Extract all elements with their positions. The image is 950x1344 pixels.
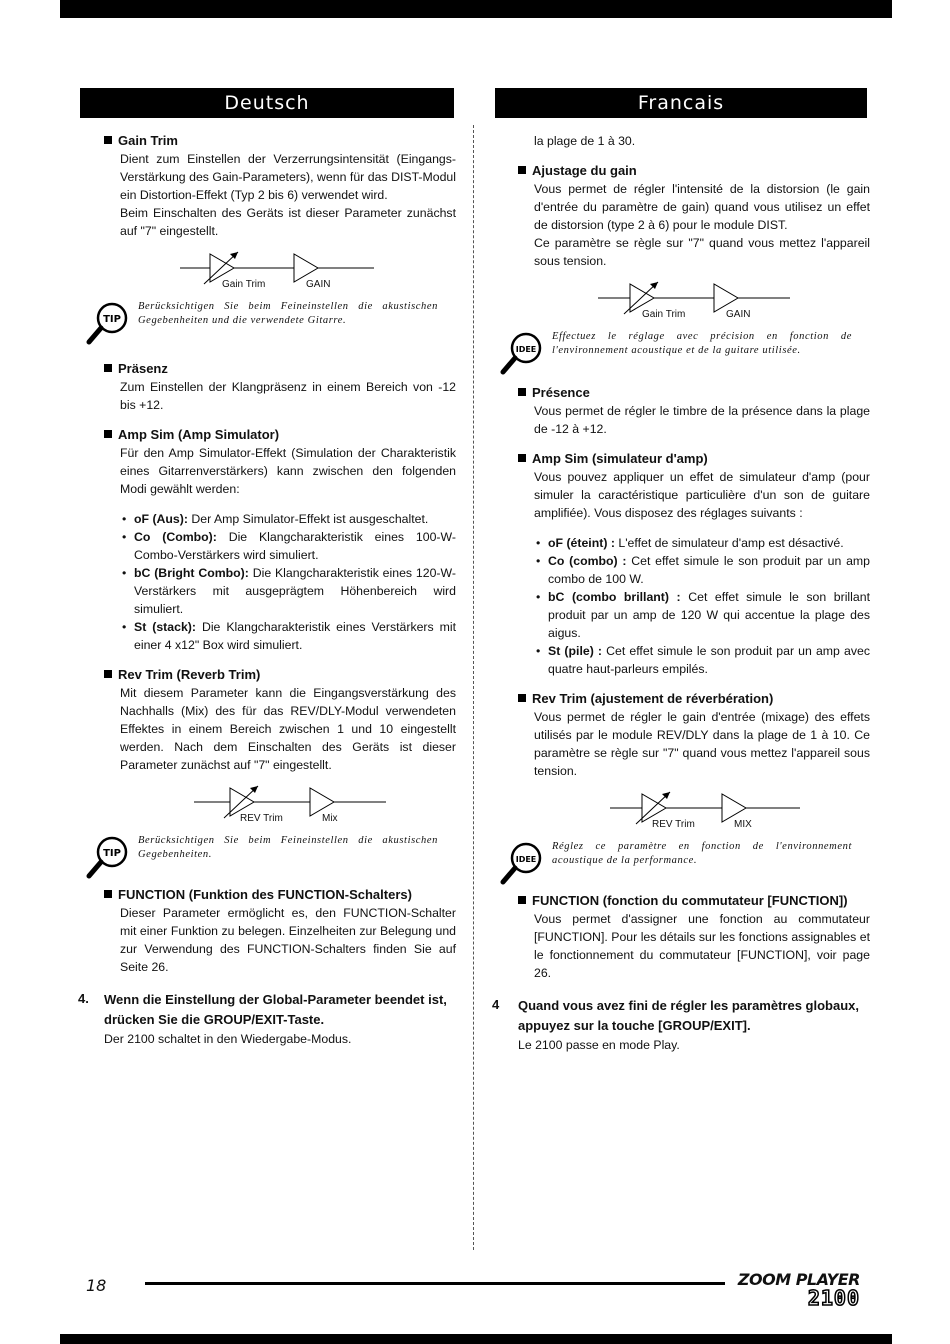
magnifier-tip-icon: [84, 300, 130, 346]
idee-box: [498, 330, 870, 372]
gain-trim-diagram: [104, 248, 456, 292]
section-body-amp-sim: Für den Amp Simulator-Effekt (Simulation der Charakteristik eines Gitarrenverstärkers) kann zwischen den folgenden Modi gewählt werden:: [120, 446, 456, 496]
step-title: Quand vous avez fini de régler les paramètres globaux, appuyez sur la touche [GROUP/EXIT].: [518, 998, 860, 1033]
list-item: • bC (Bright Combo): Die Klangcharakteristik eines 120-W-Verstärkers mit ausgeprägtem Höhenbereich wird simuliert.: [120, 564, 456, 618]
section-body-gain: Vous permet de régler l'intensité de la distorsion (le gain d'entrée du paramètre de gain) quand vous utilisez un effet de distorsion (type 2 à 6) pour le module DIST. Ce paramètre se règle sur "7" quand vous mettez l'appareil sous tension.: [534, 182, 870, 268]
amp-sim-modes-list: [104, 510, 456, 654]
section-title-presence: Présence: [518, 384, 870, 402]
rev-trim-diagram: [104, 782, 456, 826]
idee-text: Effectuez le réglage avec précision en fonction de l'environnement acoustique et de la guitare utilisée.: [552, 331, 852, 356]
column-francais: [492, 132, 871, 1054]
section-title-function: FUNCTION (fonction du commutateur [FUNCTION]): [518, 892, 870, 910]
section-title-gain-trim: Gain Trim: [104, 132, 456, 150]
section-body-gain-trim: Dient zum Einstellen der Verzerrungsintensität (Eingangs-Verstärkung des Gain-Parameters), wenn für das DIST-Modul ein Distortion-Effekt (Typ 2 bis 6) verwendet wird. Beim Einschalten des Geräts ist dieser Parameter zunächst auf "7" eingestellt.: [120, 152, 456, 238]
section-title-gain: Ajustage du gain: [518, 162, 870, 180]
list-item: • bC (combo brillant) : Cet effet simule le son brillant produit par un amp de 120 W qui accentue la plage des aigus.: [534, 588, 870, 642]
step-4: [78, 990, 456, 1048]
list-item: • St (pile) : Cet effet simule le son produit par un amp avec quatre haut-parleurs empilés.: [534, 642, 870, 678]
list-item: • Co (Combo): Die Klangcharakteristik eines 100-W-Combo-Verstärkers wird simuliert.: [120, 528, 456, 564]
rev-trim-diagram: [518, 788, 870, 832]
header-francais: Francais: [495, 88, 867, 118]
section-body-function: Dieser Parameter ermöglicht es, den FUNCTION-Schalter mit einer Funktion zu belegen. Einzelheiten zur Belegung und zur Verwendung des FUNCTION-Schalters finden Sie auf Seite 26.: [120, 906, 456, 974]
svg-text:TIP: TIP: [103, 848, 121, 859]
section-body-function: Vous permet d'assigner une fonction au commutateur [FUNCTION]. Pour les détails sur les fonctions assignables et le fonctionnement du commutateur [FUNCTION], voir page 26.: [534, 912, 870, 980]
section-title-rev-trim: Rev Trim (Reverb Trim): [104, 666, 456, 684]
column-deutsch: [78, 132, 457, 1048]
section-body-rev-trim: Vous permet de régler le gain d'entrée (mixage) des effets utilisés par le module REV/DLY dans la plage de 1 à 10. Ce paramètre se règle sur "7" quand vous mettez l'appareil sous tension.: [534, 710, 870, 778]
step-title: Wenn die Einstellung der Global-Parameter beendet ist, drücken Sie die GROUP/EXIT-Taste.: [104, 992, 447, 1027]
section-title-rev-trim: Rev Trim (ajustement de réverbération): [518, 690, 870, 708]
idee-box: [498, 840, 870, 880]
footer-rule: [145, 1282, 725, 1285]
tip-text: Berücksichtigen Sie beim Feineinstellen die akustischen Gegebenheiten.: [138, 835, 438, 860]
idee-text: Réglez ce paramètre en fonction de l'environnement acoustique de la performance.: [552, 841, 852, 866]
brand-model: 2100: [807, 1286, 860, 1310]
step-number: 4.: [78, 991, 89, 1006]
step-text: Der 2100 schaltet in den Wiedergabe-Modus.: [104, 1032, 352, 1046]
section-title-praesenz: Präsenz: [104, 360, 456, 378]
brand-name: ZOOM PLAYER: [737, 1270, 860, 1289]
section-title-amp-sim: Amp Sim (Amp Simulator): [104, 426, 456, 444]
diagram-label-mix: MIX: [734, 819, 752, 830]
tip-box: [84, 834, 456, 874]
column-divider: [473, 125, 474, 1250]
amp-sim-modes-list: [518, 534, 870, 678]
tip-text: Berücksichtigen Sie beim Feineinstellen die akustischen Gegebenheiten und die verwendete Gitarre.: [138, 301, 438, 326]
diagram-label-gain: GAIN: [726, 309, 751, 320]
diagram-label-rev-trim: REV Trim: [240, 813, 283, 824]
section-title-function: FUNCTION (Funktion des FUNCTION-Schalters): [104, 886, 456, 904]
magnifier-idee-icon: [498, 840, 544, 886]
section-body-praesenz: Zum Einstellen der Klangpräsenz in einem Bereich von -12 bis +12.: [120, 380, 456, 412]
list-item: • Co (combo) : Cet effet simule le son produit par un amp combo de 100 W.: [534, 552, 870, 588]
step-number: 4: [492, 997, 500, 1012]
list-item: • oF (éteint) : L'effet de simulateur d'amp est désactivé.: [534, 534, 870, 552]
page-number: 18: [86, 1276, 107, 1295]
lead-text: la plage de 1 à 30.: [534, 134, 636, 148]
step-text: Le 2100 passe en mode Play.: [518, 1038, 680, 1052]
section-body-amp-sim: Vous pouvez appliquer un effet de simulateur d'amp (pour simuler la caractéristique particulière d'un son de guitare amplifiée). Vous disposez des réglages suivants :: [534, 470, 870, 520]
diagram-label-mix: Mix: [322, 813, 338, 824]
list-item: • oF (Aus): Der Amp Simulator-Effekt ist ausgeschaltet.: [120, 510, 456, 528]
svg-text:IDEE: IDEE: [515, 345, 537, 354]
tip-box: [84, 300, 456, 348]
magnifier-idee-icon: [498, 330, 544, 376]
diagram-label-rev-trim: REV Trim: [652, 819, 695, 830]
diagram-label-gain-trim: Gain Trim: [222, 279, 266, 290]
top-bar: [60, 0, 892, 18]
section-body-presence: Vous permet de régler le timbre de la présence dans la plage de -12 à +12.: [534, 404, 870, 436]
diagram-label-gain-trim: Gain Trim: [642, 309, 686, 320]
svg-text:IDEE: IDEE: [515, 855, 537, 864]
svg-text:TIP: TIP: [103, 314, 121, 325]
brand-logo: [735, 1272, 860, 1308]
section-body-rev-trim: Mit diesem Parameter kann die Eingangsverstärkung des Nachhalls (Mix) des für das REV/DLY-Modul verwendeten Effektes in einem Bereich zwischen 1 und 10 eingestellt werden. Nach dem Einschalten des Geräts ist dieser Parameter zunächst auf "7" eingestellt.: [120, 686, 456, 772]
list-item: • St (stack): Die Klangcharakteristik eines Verstärkers mit einer 4 x12" Box wird simuliert.: [120, 618, 456, 654]
step-4: [492, 996, 870, 1054]
header-deutsch: Deutsch: [80, 88, 454, 118]
gain-trim-diagram: [518, 278, 870, 322]
section-title-amp-sim: Amp Sim (simulateur d'amp): [518, 450, 870, 468]
diagram-label-gain: GAIN: [306, 279, 331, 290]
bottom-bar: [60, 1334, 892, 1344]
magnifier-tip-icon: [84, 834, 130, 880]
